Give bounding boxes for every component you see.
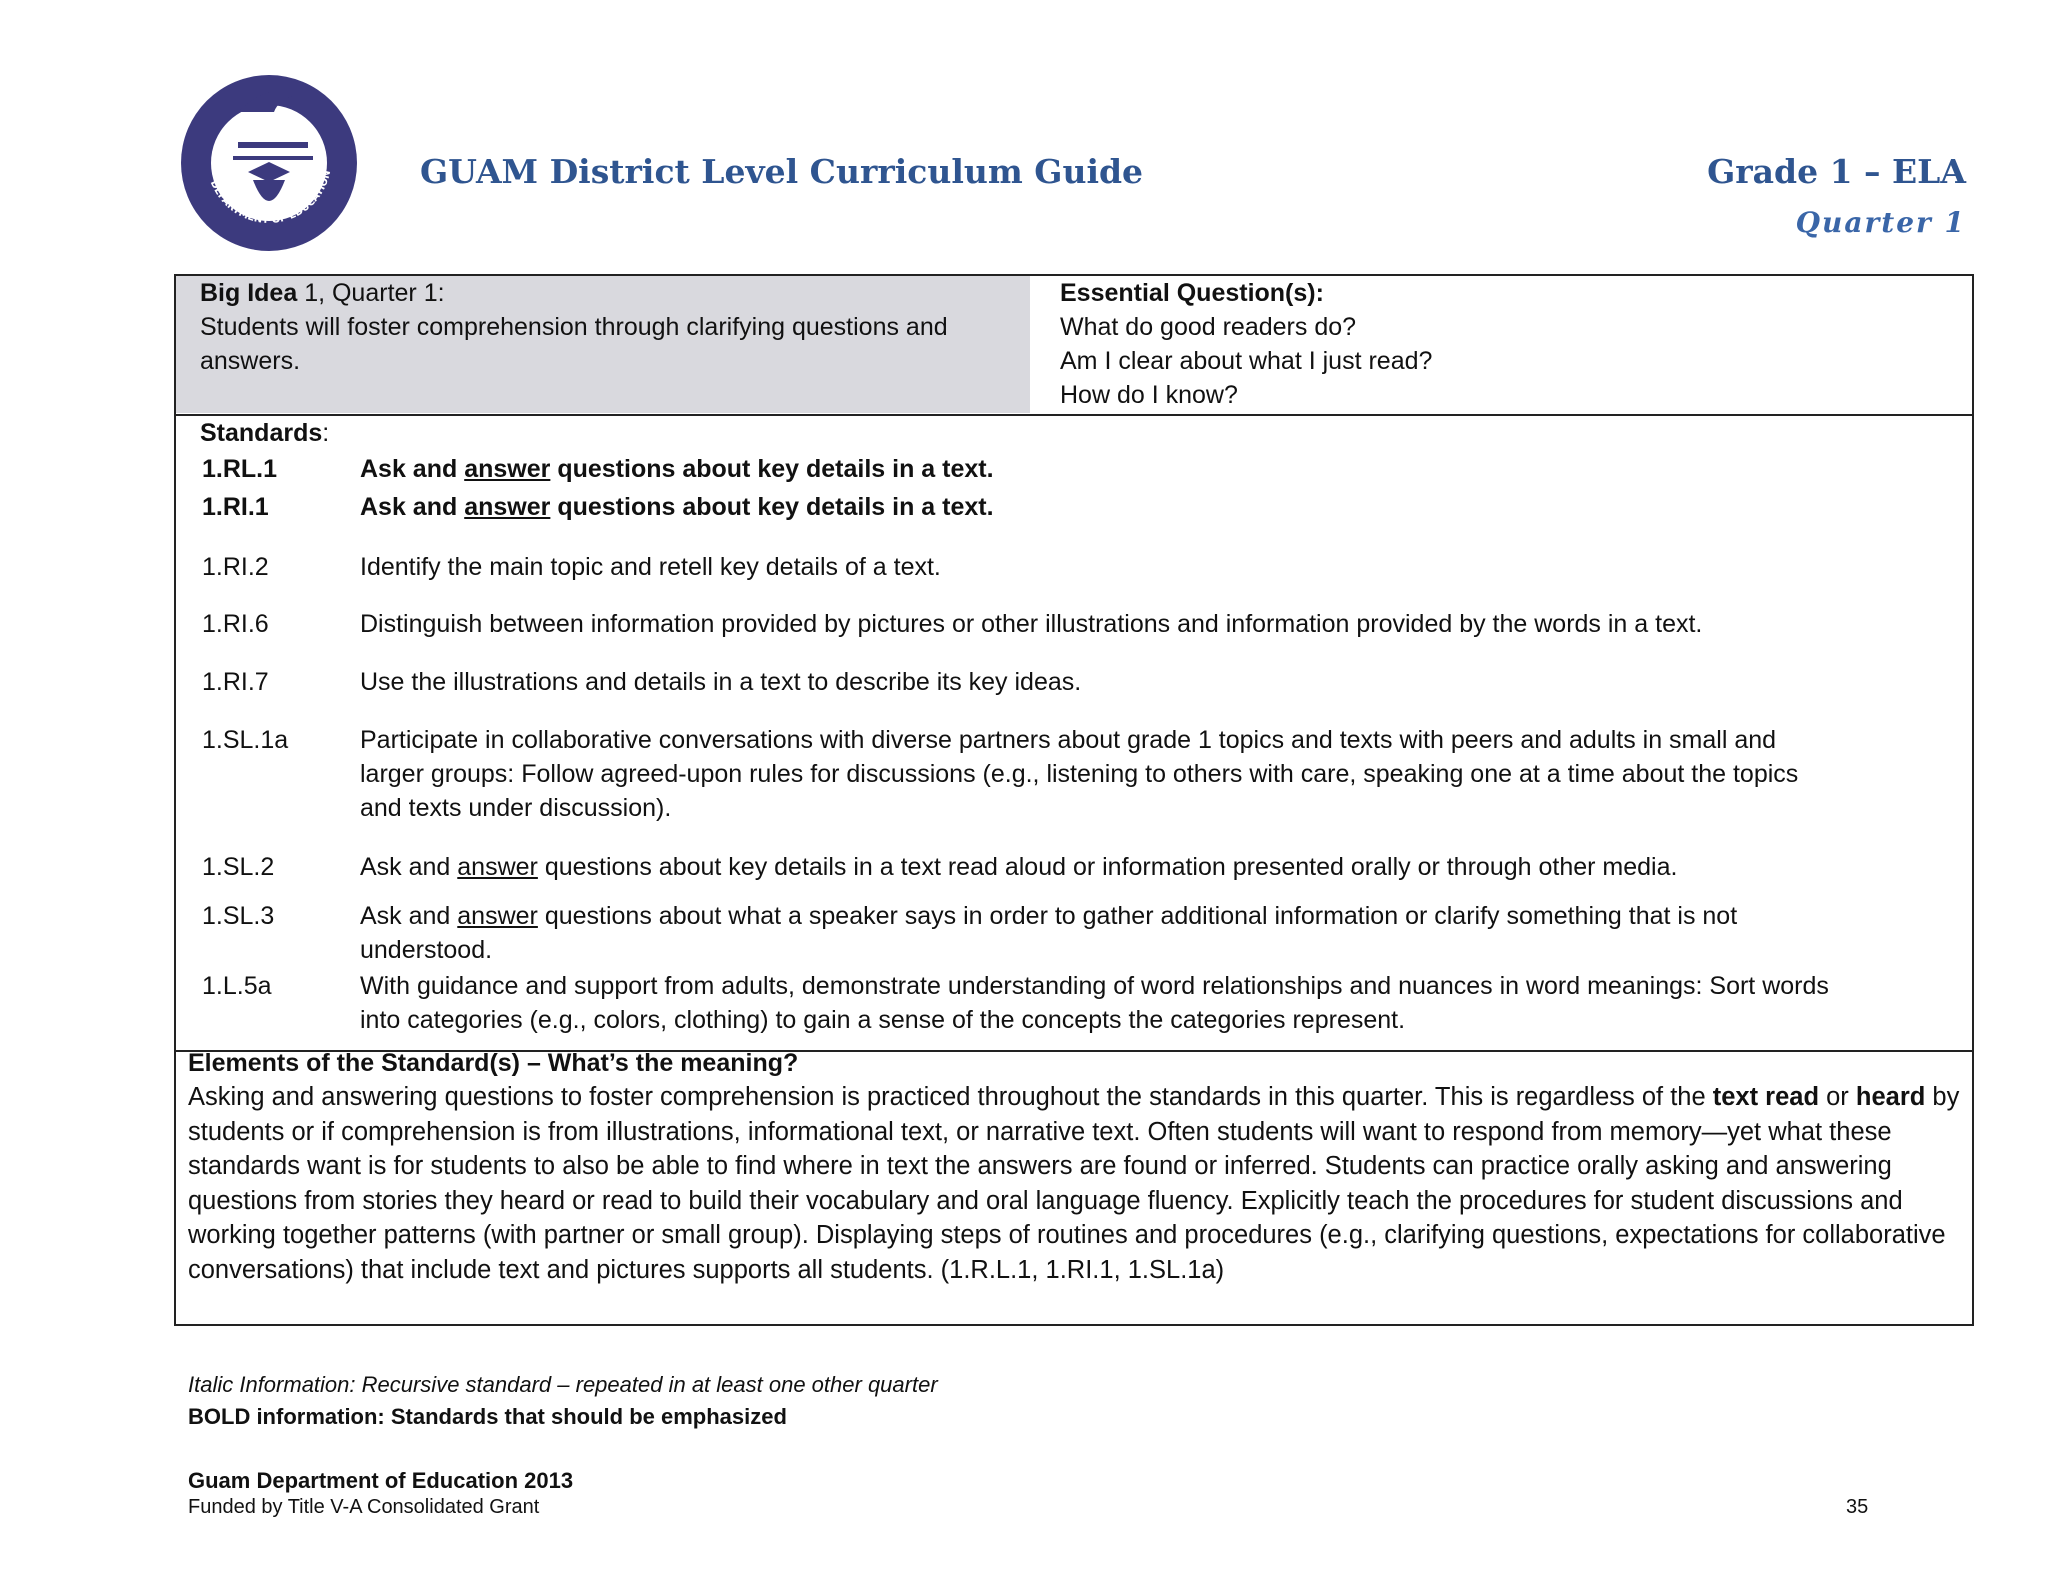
standard-code: 1.L.5a xyxy=(202,972,272,1000)
grade-label: Grade 1 – ELA xyxy=(1707,152,1966,191)
footer-funding: Funded by Title V-A Consolidated Grant xyxy=(188,1496,540,1518)
standard-code: 1.SL.1a xyxy=(202,726,289,754)
elements-paragraph: Asking and answering questions to foster comprehension is practiced throughout the standards in this quarter. This is regardless of the text read or heard by students or if comprehension is from illustrations, informational text, or narrative text. Often students will want to respond from memory—yet what these standards want is for students to also be able to find where in text the answers are found or inferred. Students can practice orally asking and answering questions from stories they heard or read to build their vocabulary and oral language fluency. Explicitly teach the procedures for student discussions and working together patterns (with partner or small group). Displaying steps of routines and procedures (e.g., clarifying questions, expectations for collaborative conversations) that include text and pictures supports all students. (1.R.L.1, 1.RI.1, 1.SL.1a) xyxy=(188,1083,1960,1284)
big-idea-line: answers. xyxy=(200,347,301,375)
standard-description: Identify the main topic and retell key details of a text. xyxy=(360,553,941,581)
footer-org: Guam Department of Education 2013 xyxy=(188,1468,574,1493)
big-idea-line: Students will foster comprehension through clarifying questions and xyxy=(200,313,948,341)
standard-description: understood. xyxy=(360,936,493,964)
legend-bold: BOLD information: Standards that should be emphasized xyxy=(188,1404,787,1429)
standard-description: and texts under discussion). xyxy=(360,794,672,822)
standard-description: larger groups: Follow agreed-upon rules for discussions (e.g., listening to others with care, speaking one at a time about the topics xyxy=(360,760,1799,788)
elements-heading: Elements of the Standard(s) – What’s the meaning? xyxy=(188,1049,799,1077)
standard-description: Ask and answer questions about key details in a text. xyxy=(360,493,994,521)
standards-heading: Standards: xyxy=(200,419,330,447)
standard-description: Participate in collaborative conversations with diverse partners about grade 1 topics and texts with peers and adults in small and xyxy=(360,726,1777,754)
standard-code: 1.RI.7 xyxy=(202,668,269,696)
standard-description: Use the illustrations and details in a text to describe its key ideas. xyxy=(360,668,1082,696)
essential-question: What do good readers do? xyxy=(1060,313,1357,341)
standard-description: Ask and answer questions about key details in a text read aloud or information presented orally or through other media. xyxy=(360,853,1678,881)
standard-code: 1.RL.1 xyxy=(202,455,278,483)
standard-description: Distinguish between information provided by pictures or other illustrations and information provided by the words in a text. xyxy=(360,610,1703,638)
standard-description: into categories (e.g., colors, clothing) to gain a sense of the concepts the categories represent. xyxy=(360,1006,1406,1034)
essential-questions-heading: Essential Question(s): xyxy=(1060,279,1324,307)
document-title: GUAM District Level Curriculum Guide xyxy=(420,152,1144,191)
standard-code: 1.SL.2 xyxy=(202,853,275,881)
standard-code: 1.SL.3 xyxy=(202,902,275,930)
standard-code: 1.RI.6 xyxy=(202,610,269,638)
logo-text: DEPARTMENT OF EDUCATION xyxy=(207,169,334,226)
big-idea-heading: Big Idea 1, Quarter 1: xyxy=(200,279,445,307)
quarter-label: Quarter 1 xyxy=(1795,206,1966,239)
standard-description: Ask and answer questions about key details in a text. xyxy=(360,455,994,483)
standard-code: 1.RI.1 xyxy=(202,493,269,521)
page-number: 35 xyxy=(1846,1496,1869,1518)
standard-description: With guidance and support from adults, demonstrate understanding of word relationships and nuances in word meanings: Sort words xyxy=(360,972,1829,1000)
essential-question: How do I know? xyxy=(1060,381,1238,409)
row-divider xyxy=(176,414,1972,416)
standard-description: Ask and answer questions about what a speaker says in order to gather additional information or clarify something that is not xyxy=(360,902,1738,930)
legend-italic: Italic Information: Recursive standard – repeated in at least one other quarter xyxy=(188,1372,938,1397)
department-of-education-logo xyxy=(178,72,360,254)
standard-code: 1.RI.2 xyxy=(202,553,269,581)
essential-question: Am I clear about what I just read? xyxy=(1060,347,1433,375)
